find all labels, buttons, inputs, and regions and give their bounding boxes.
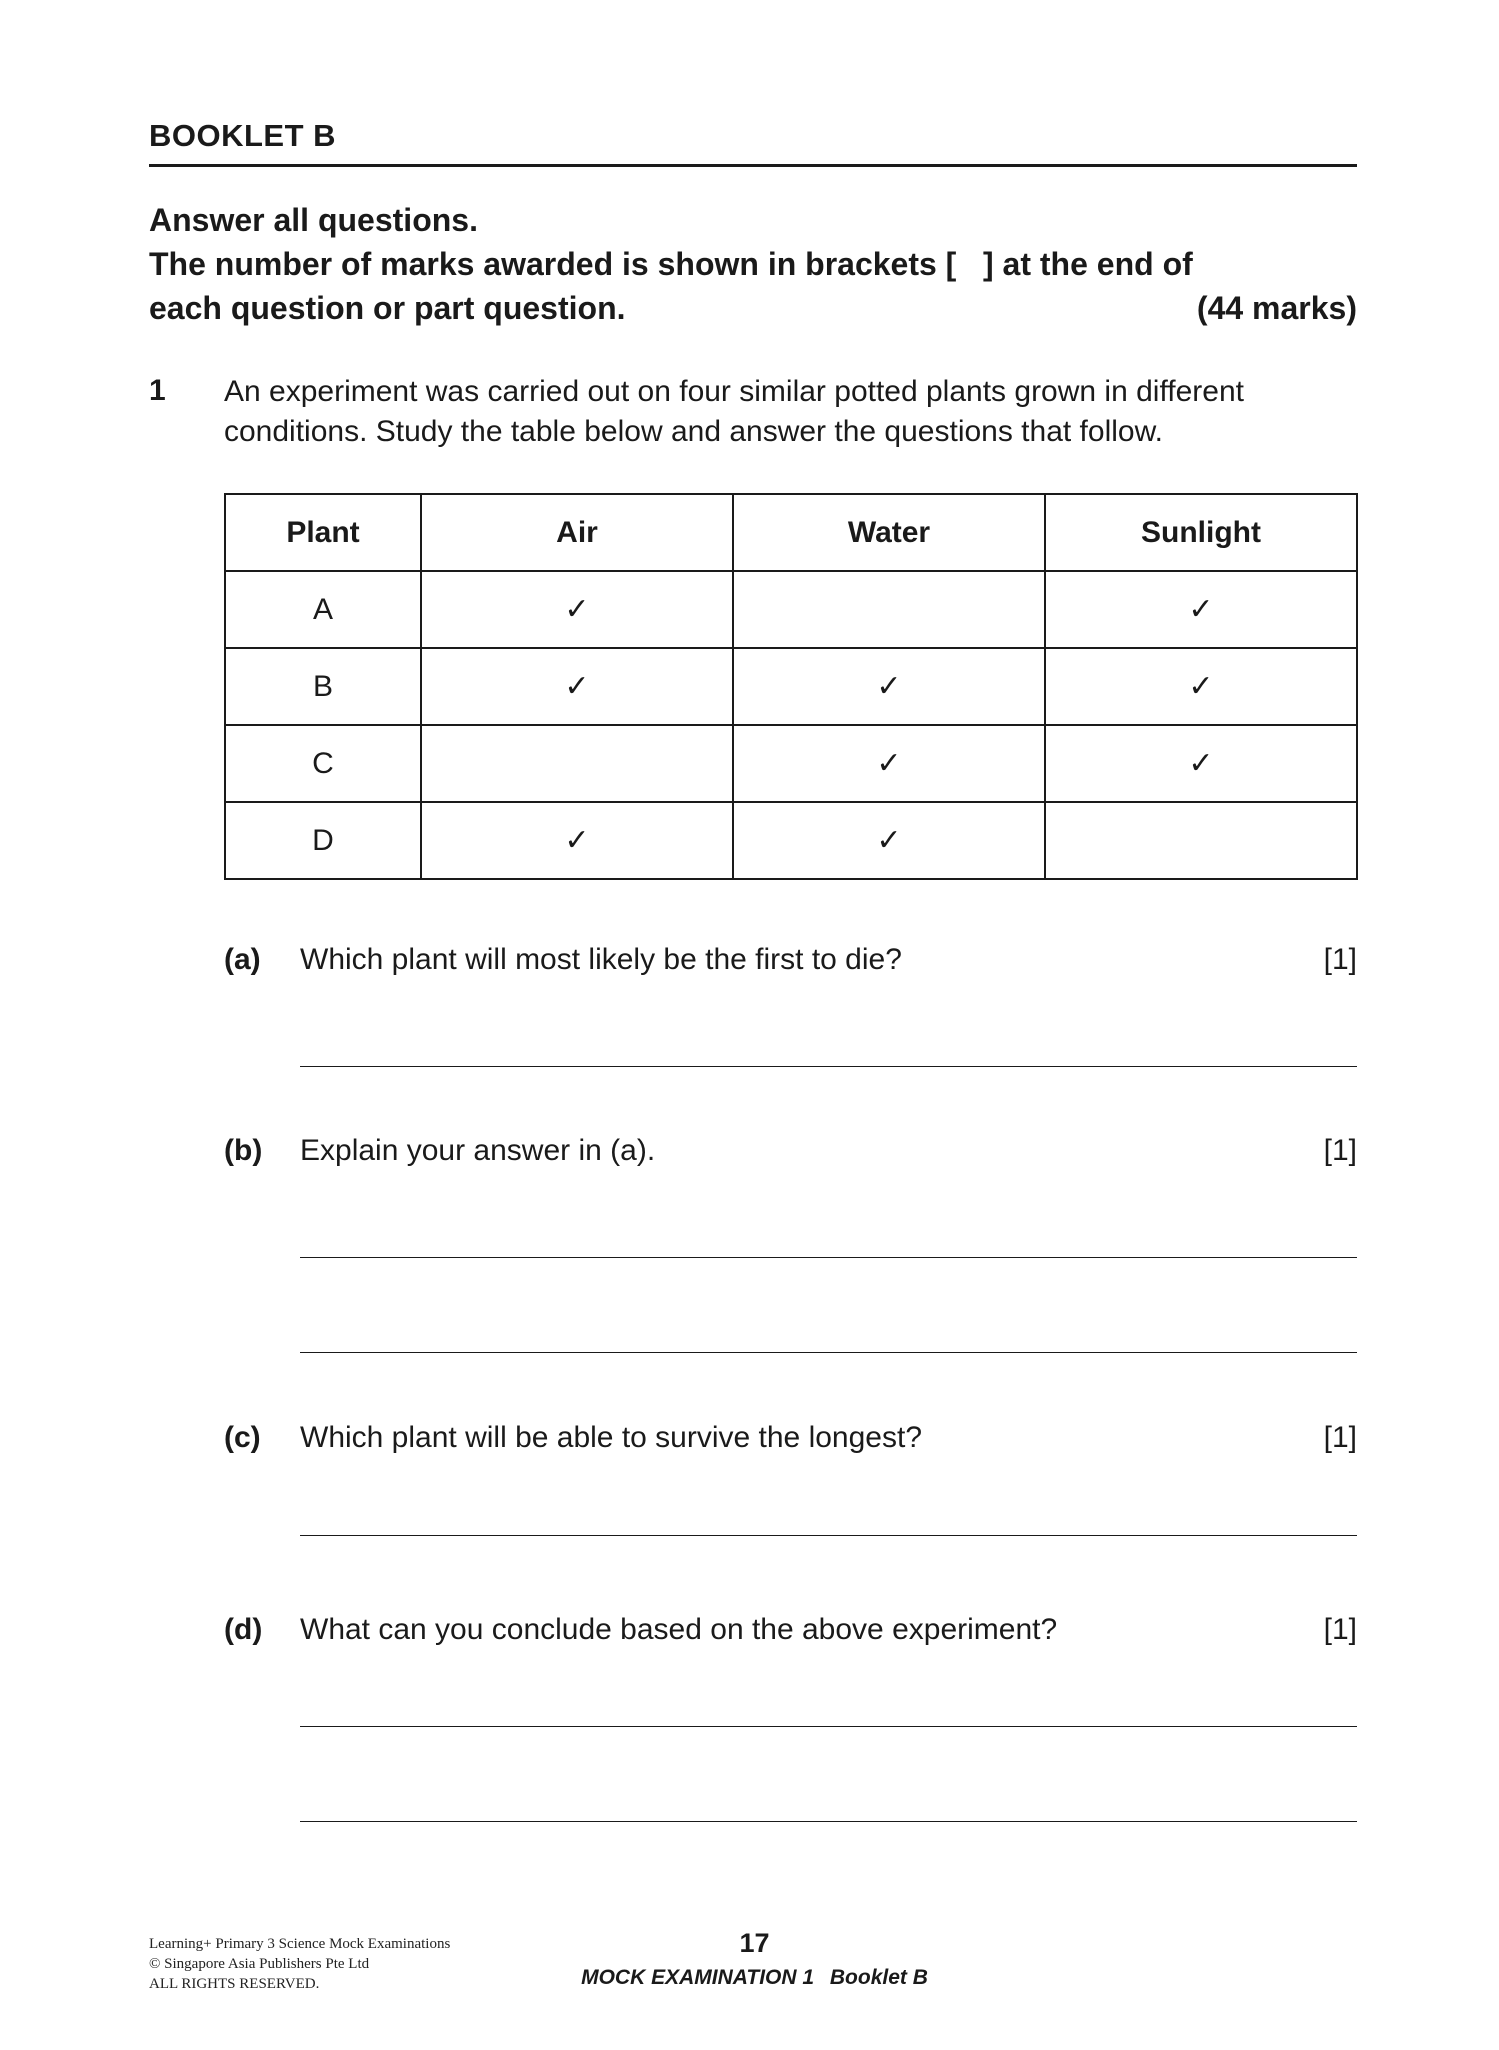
part-text: What can you conclude based on the above experiment?: [300, 1613, 1058, 1646]
part-marks: [1]: [1323, 1134, 1357, 1167]
header-air: Air: [421, 494, 733, 571]
question-stem: An experiment was carried out on four similar potted plants grown in different conditions. Study the table below and answer the questions that follow.: [224, 375, 1244, 448]
check-icon: ✓: [733, 648, 1045, 725]
part-label: (a): [224, 943, 261, 976]
header-rule: [149, 164, 1357, 167]
part-c: [224, 1418, 1357, 1458]
header-water: Water: [733, 494, 1045, 571]
footer-caption: [0, 1966, 1499, 1990]
part-marks: [1]: [1323, 943, 1357, 976]
conditions-table: [224, 493, 1358, 880]
plant-cell: C: [225, 725, 421, 802]
check-icon: [733, 571, 1045, 648]
rights-line: ALL RIGHTS RESERVED.: [149, 1976, 320, 1992]
instruction-text: The number of marks awarded is shown in brackets [ ] at the end of: [149, 246, 1193, 282]
answer-line-b2[interactable]: [300, 1352, 1357, 1353]
plant-cell: A: [225, 571, 421, 648]
answer-line-d2[interactable]: [300, 1821, 1357, 1822]
part-a: [224, 940, 1357, 980]
publisher-line: Learning+ Primary 3 Science Mock Examinations: [149, 1936, 451, 1952]
part-text: Which plant will most likely be the first to die?: [300, 943, 902, 976]
part-label: (b): [224, 1134, 263, 1167]
answer-line-a1[interactable]: [300, 1066, 1357, 1067]
table-row: [225, 725, 1357, 802]
part-marks: [1]: [1323, 1421, 1357, 1454]
check-icon: ✓: [1045, 648, 1357, 725]
check-icon: [1045, 802, 1357, 879]
check-icon: ✓: [1045, 725, 1357, 802]
copyright-line: © Singapore Asia Publishers Pte Ltd: [149, 1956, 370, 1972]
plant-cell: D: [225, 802, 421, 879]
instruction-line-3: [149, 286, 1357, 330]
booklet-name: Booklet B: [829, 1966, 928, 1989]
check-icon: ✓: [733, 802, 1045, 879]
part-d: [224, 1610, 1357, 1650]
table-row: [225, 648, 1357, 725]
table-row: [225, 802, 1357, 879]
table-header-row: [225, 494, 1357, 571]
part-label: (d): [224, 1613, 263, 1646]
total-marks: (44 marks): [1196, 290, 1357, 326]
instruction-line-1: Answer all questions.: [149, 202, 478, 238]
answer-line-b1[interactable]: [300, 1257, 1357, 1258]
part-label: (c): [224, 1421, 261, 1454]
question-number: 1: [149, 374, 166, 407]
header-plant: Plant: [225, 494, 421, 571]
check-icon: ✓: [1045, 571, 1357, 648]
plant-cell: B: [225, 648, 421, 725]
check-icon: ✓: [421, 648, 733, 725]
part-text: Which plant will be able to survive the longest?: [300, 1421, 923, 1454]
header-sunlight: Sunlight: [1045, 494, 1357, 571]
answer-line-c1[interactable]: [300, 1535, 1357, 1536]
table-row: [225, 571, 1357, 648]
part-b: [224, 1131, 1357, 1171]
booklet-title: BOOKLET B: [149, 118, 337, 153]
check-icon: ✓: [421, 802, 733, 879]
check-icon: ✓: [421, 571, 733, 648]
instruction-text: each question or part question.: [149, 290, 626, 326]
page-number: 17: [739, 1928, 770, 1958]
check-icon: [421, 725, 733, 802]
part-marks: [1]: [1323, 1613, 1357, 1646]
part-text: Explain your answer in (a).: [300, 1134, 656, 1167]
instruction-line-2: [149, 242, 1357, 286]
answer-line-d1[interactable]: [300, 1726, 1357, 1727]
check-icon: ✓: [733, 725, 1045, 802]
exam-name: MOCK EXAMINATION 1: [581, 1966, 815, 1989]
